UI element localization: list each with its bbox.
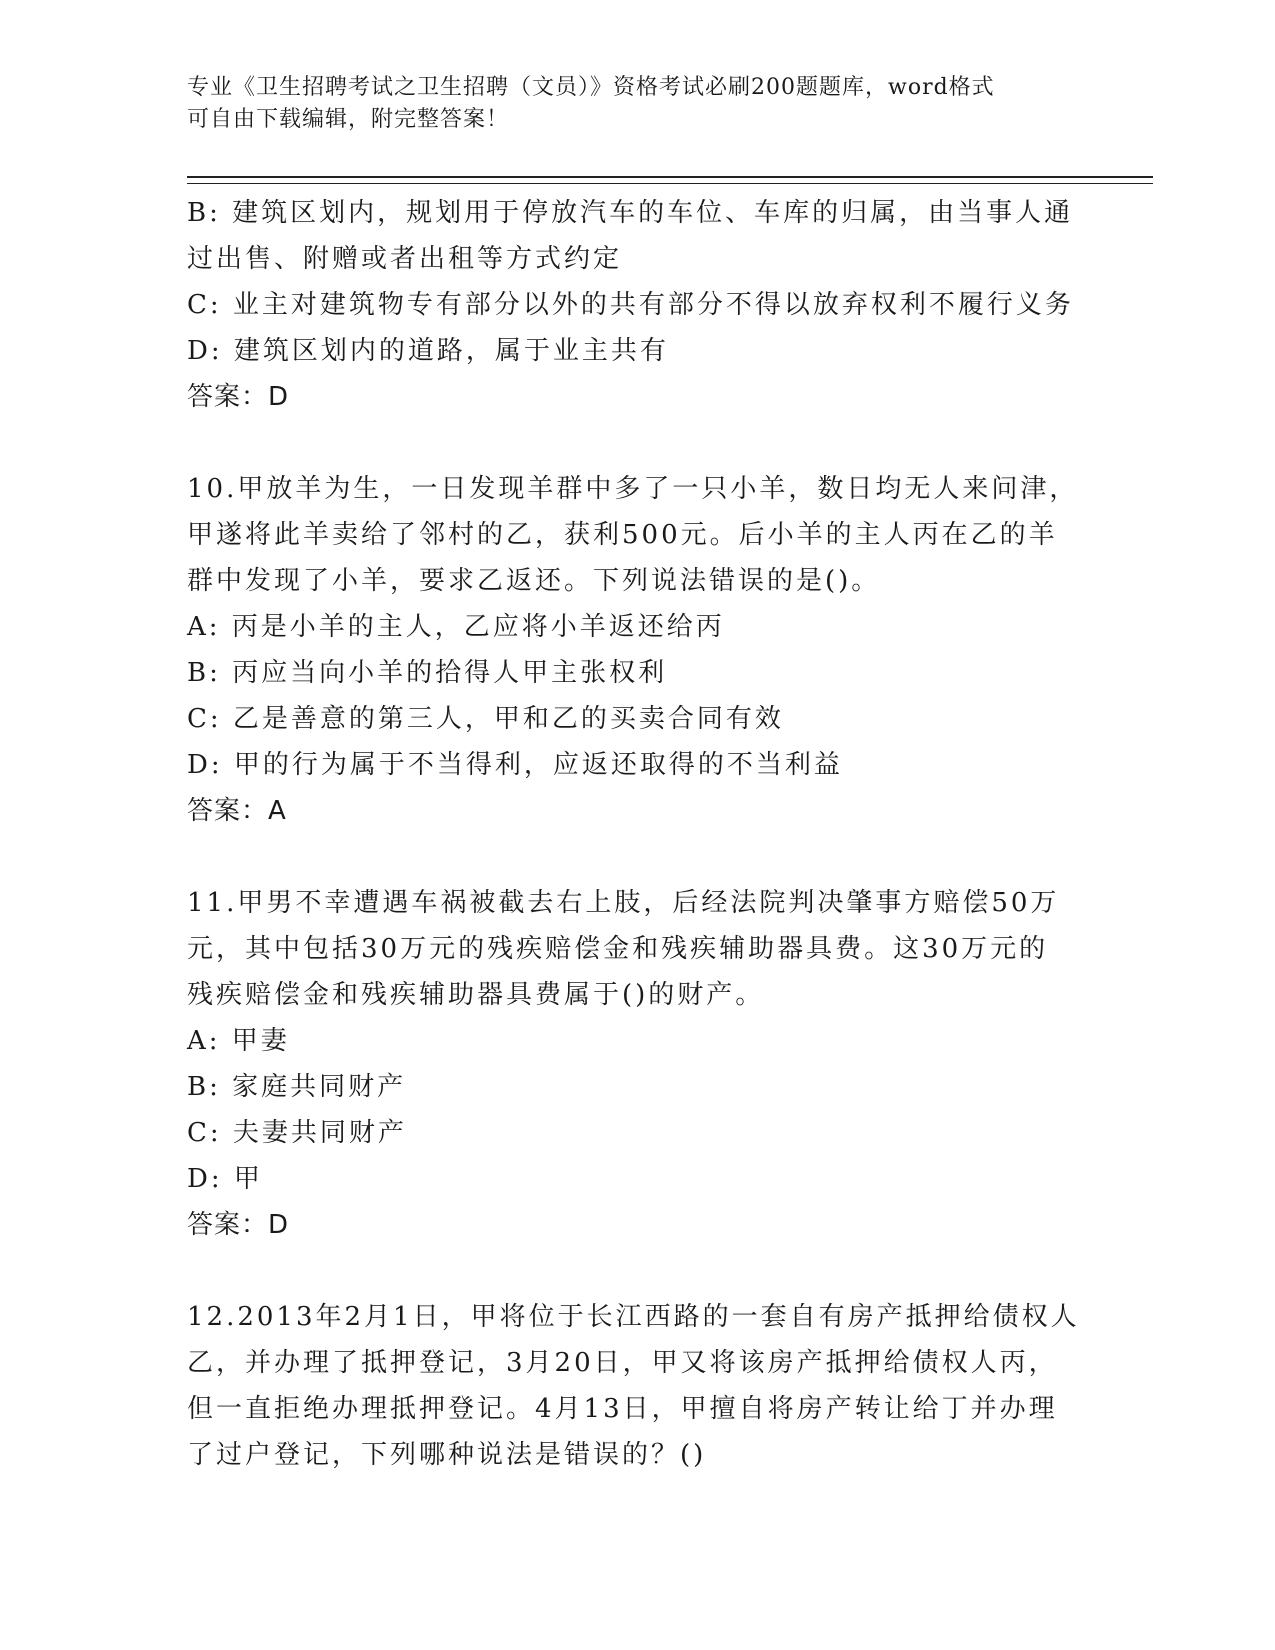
question-stem-line-2: 甲遂将此羊卖给了邻村的乙，获利500元。后小羊的主人丙在乙的羊 xyxy=(187,520,1058,550)
question-12 xyxy=(187,1294,1087,1478)
answer: 答案：D xyxy=(187,382,290,412)
header-rule-thick xyxy=(187,176,1153,178)
header-line-2: 可自由下载编辑，附完整答案！ xyxy=(187,107,510,132)
option-c: C: 业主对建筑物专有部分以外的共有部分不得以放弃权利不履行义务 xyxy=(187,290,1074,320)
question-content xyxy=(187,190,1087,1478)
question-stem-line-4: 了过户登记，下列哪种说法是错误的？() xyxy=(187,1440,707,1470)
option-b: B: 丙应当向小羊的拾得人甲主张权利 xyxy=(187,658,668,688)
question-10 xyxy=(187,466,1087,834)
spacer xyxy=(187,420,1087,466)
option-b-line-1: B: 建筑区划内，规划用于停放汽车的车位、车库的归属，由当事人通 xyxy=(187,198,1074,228)
answer: 答案：A xyxy=(187,796,287,826)
header-rule-thin xyxy=(187,183,1153,184)
answer: 答案：D xyxy=(187,1210,290,1240)
spacer xyxy=(187,1248,1087,1294)
question-stem-line-2: 乙，并办理了抵押登记，3月20日，甲又将该房产抵押给债权人丙， xyxy=(187,1348,1058,1378)
option-d: D: 甲 xyxy=(187,1164,263,1194)
question-stem-line-3: 群中发现了小羊，要求乙返还。下列说法错误的是()。 xyxy=(187,566,881,596)
option-c: C: 乙是善意的第三人，甲和乙的买卖合同有效 xyxy=(187,704,784,734)
question-stem-line-1: 11.甲男不幸遭遇车祸被截去右上肢，后经法院判决肇事方赔偿50万 xyxy=(187,888,1060,918)
option-b: B: 家庭共同财产 xyxy=(187,1072,407,1102)
document-header xyxy=(187,72,1067,136)
question-stem-line-2: 元，其中包括30万元的残疾赔偿金和残疾辅助器具费。这30万元的 xyxy=(187,934,1049,964)
question-stem-line-3: 残疾赔偿金和残疾辅助器具费属于()的财产。 xyxy=(187,980,765,1010)
option-a: A: 丙是小羊的主人，乙应将小羊返还给丙 xyxy=(187,612,725,642)
question-9 xyxy=(187,190,1087,420)
header-line-1: 专业《卫生招聘考试之卫生招聘（文员）》资格考试必刷200题题库，word格式 xyxy=(187,75,995,100)
option-a: A: 甲妻 xyxy=(187,1026,290,1056)
option-d: D: 建筑区划内的道路，属于业主共有 xyxy=(187,336,669,366)
option-c: C: 夫妻共同财产 xyxy=(187,1118,407,1148)
option-b-line-2: 过出售、附赠或者出租等方式约定 xyxy=(187,244,623,274)
question-stem-line-3: 但一直拒绝办理抵押登记。4月13日，甲擅自将房产转让给丁并办理 xyxy=(187,1394,1058,1424)
question-stem-line-1: 10.甲放羊为生，一日发现羊群中多了一只小羊，数日均无人来问津， xyxy=(187,474,1079,504)
spacer xyxy=(187,834,1087,880)
question-stem-line-1: 12.2013年2月1日，甲将位于长江西路的一套自有房产抵押给债权人 xyxy=(187,1302,1080,1332)
question-11 xyxy=(187,880,1087,1248)
option-d: D: 甲的行为属于不当得利，应返还取得的不当利益 xyxy=(187,750,843,780)
